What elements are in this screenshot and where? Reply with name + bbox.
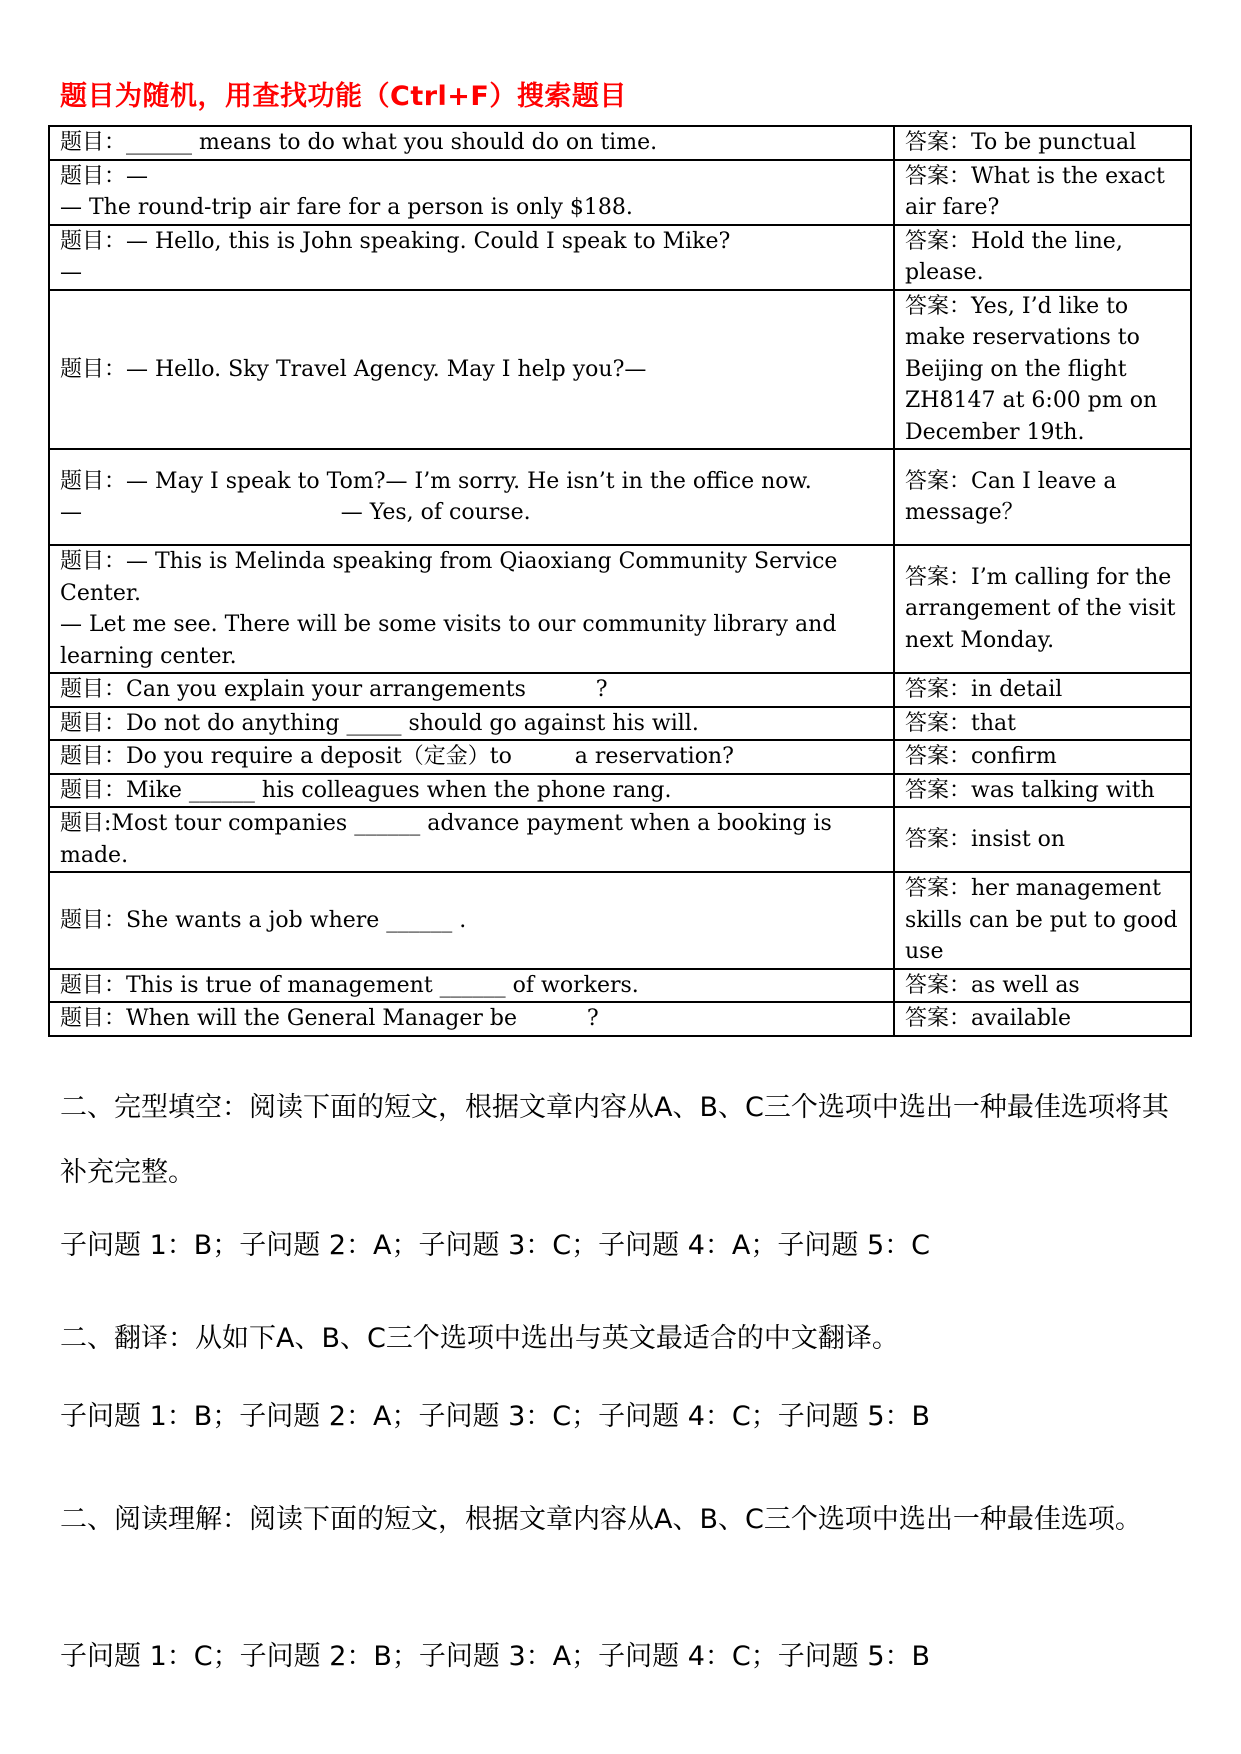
question-cell: 题目：Do you require a deposit（定金）to a reservation? — [49, 740, 894, 774]
section-answers-translation: 子问题 1：B；子问题 2：A；子问题 3：C；子问题 4：C；子问题 5：B — [60, 1401, 931, 1432]
question-cell: 题目：Mike ______ his colleagues when the phone rang. — [49, 774, 894, 808]
answer-cell: 答案：as well as — [894, 969, 1191, 1003]
question-cell: 题目：— May I speak to Tom?— I’m sorry. He isn’t in the office now. — — Yes, of course. — [49, 449, 894, 545]
answer-cell: 答案：Can I leave a message？ — [894, 449, 1191, 545]
section-answers-reading: 子问题 1：C；子问题 2：B；子问题 3：A；子问题 4：C；子问题 5：B — [60, 1641, 931, 1672]
question-cell: 题目：When will the General Manager be ? — [49, 1002, 894, 1036]
table-row — [49, 126, 1191, 160]
answer-cell: 答案：available — [894, 1002, 1191, 1036]
section-answers-cloze: 子问题 1：B；子问题 2：A；子问题 3：C；子问题 4：A；子问题 5：C — [60, 1230, 930, 1261]
answer-cell: 答案：her management skills can be put to good use — [894, 872, 1191, 969]
answer-cell: 答案：confirm — [894, 740, 1191, 774]
question-cell: 题目：— — The round-trip air fare for a person is only $188. — [49, 160, 894, 225]
question-cell: 题目：This is true of management ______ of workers. — [49, 969, 894, 1003]
question-cell: 题目：She wants a job where ______ . — [49, 872, 894, 969]
answer-cell: 答案：in detail — [894, 673, 1191, 707]
question-cell: 题目：Can you explain your arrangements ? — [49, 673, 894, 707]
table-row — [49, 160, 1191, 225]
table-row — [49, 225, 1191, 290]
section-heading-cloze: 二、完型填空：阅读下面的短文，根据文章内容从A、B、C三个选项中选出一种最佳选项将其补充完整。 — [60, 1092, 1169, 1188]
table-row — [49, 740, 1191, 774]
answer-cell: 答案：What is the exact air fare? — [894, 160, 1191, 225]
answer-cell: 答案：To be punctual — [894, 126, 1191, 160]
question-cell: 题目：— Hello. Sky Travel Agency. May I help you?— — [49, 290, 894, 450]
page-title: 题目为随机，用查找功能（Ctrl+F）搜索题目 — [60, 81, 627, 112]
answer-cell: 答案：Yes, I’d like to make reservations to Beijing on the flight ZH8147 at 6:00 pm on December 19th. — [894, 290, 1191, 450]
table-row — [49, 707, 1191, 741]
answer-cell: 答案：that — [894, 707, 1191, 741]
table-row — [49, 774, 1191, 808]
table-row — [49, 673, 1191, 707]
answer-cell: 答案：I’m calling for the arrangement of the visit next Monday. — [894, 545, 1191, 673]
table-row — [49, 807, 1191, 872]
table-row — [49, 545, 1191, 673]
answer-cell: 答案：was talking with — [894, 774, 1191, 808]
section-heading-translation: 二、翻译：从如下A、B、C三个选项中选出与英文最适合的中文翻译。 — [60, 1323, 899, 1354]
question-cell: 题目:Most tour companies ______ advance payment when a booking is made. — [49, 807, 894, 872]
table-row — [49, 1002, 1191, 1036]
table-row — [49, 872, 1191, 969]
question-cell: 题目：— This is Melinda speaking from Qiaoxiang Community Service Center. — Let me see. There will be some visits to our community library and learning center. — [49, 545, 894, 673]
question-cell: 题目：Do not do anything _____ should go against his will. — [49, 707, 894, 741]
table-row — [49, 449, 1191, 545]
answer-cell: 答案：insist on — [894, 807, 1191, 872]
qa-table — [48, 125, 1192, 1037]
table-row — [49, 969, 1191, 1003]
section-heading-reading: 二、阅读理解：阅读下面的短文，根据文章内容从A、B、C三个选项中选出一种最佳选项。 — [60, 1504, 1142, 1535]
question-cell: 题目：— Hello, this is John speaking. Could I speak to Mike? — — [49, 225, 894, 290]
answer-cell: 答案：Hold the line, please. — [894, 225, 1191, 290]
question-cell: 题目：______ means to do what you should do on time. — [49, 126, 894, 160]
table-row — [49, 290, 1191, 450]
